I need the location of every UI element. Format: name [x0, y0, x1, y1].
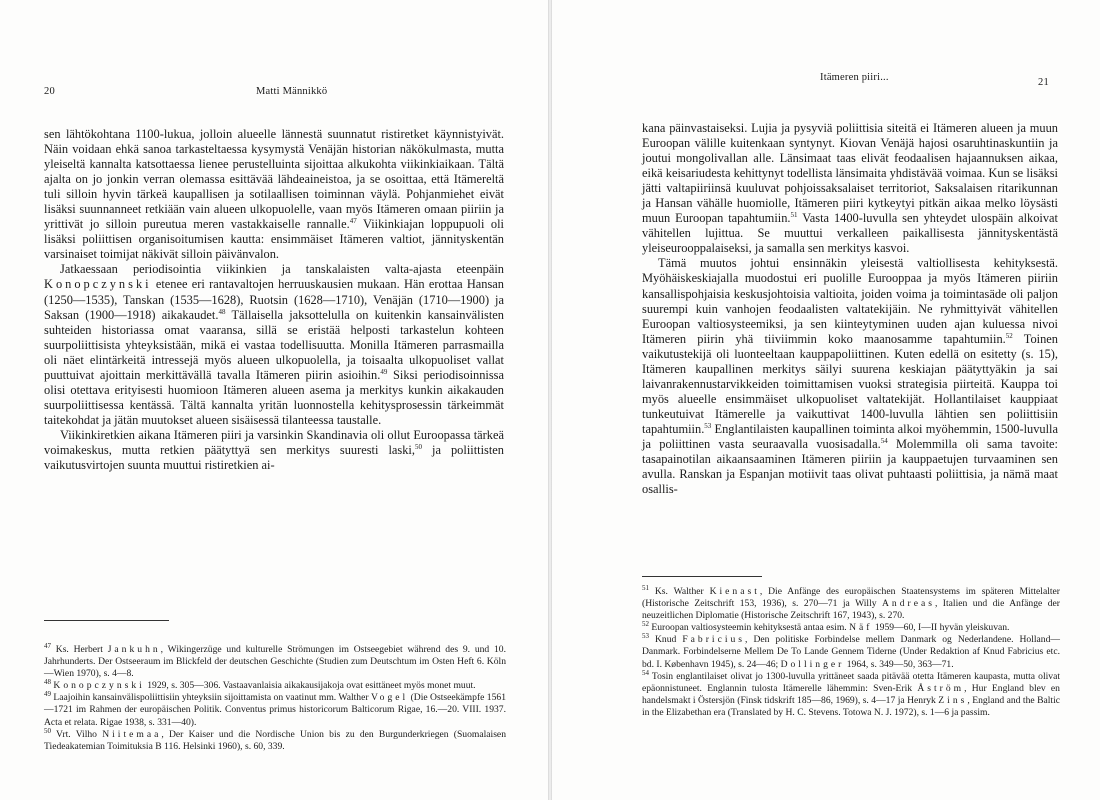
footnotes [44, 641, 506, 753]
page-number: 21 [1038, 77, 1049, 88]
body-text [642, 121, 1058, 497]
footnote: $^{50}$ Vrt. Vilho Niitemaa, Der Kaiser und die Nordische Union bis zu den Burgunderkriegen (Suomalaisen Tiedeakatemian Toimituksia B 116. Helsinki 1960), s. 60, 339. [44, 726, 506, 752]
footnote: $^{47}$ Ks. Herbert Jankuhn, Wikingerzüge und kulturelle Strömungen im Ostseegebiet während des 9. und 10. Jahrhunderts. Der Ostseeraum im Blickfeld der deutschen Geschichte (Studien zum Deutschtum im Osten Heft 6. Köln—Wien 1970), s. 4—8. [44, 641, 506, 680]
footnote: $^{52}$ Euroopan valtiosysteemin kehityksestä antaa esim. Näf 1959—60, I—II hyvän yleiskuvan. [642, 620, 1010, 634]
footnotes [642, 583, 1060, 719]
running-head: Itämeren piiri... [820, 72, 889, 83]
paragraph: Jatkaessaan periodisointia viikinkien ja tanskalaisten valta-ajasta eteenpäin Konopczynski etenee eri rantavaltojen herruuskausien mukaan. Hän erottaa Hansan (1250—1535), Tanskan (1535—1628), Ruotsin (1628—1710), Venäjän (1710—1900) ja Saksan (1900—1918) aikakaudet.$^{48}$ Tällaisella jaksottelulla on kuitenkin kansainvälisten suhteiden historiassa omat vaaransa, sillä se eristää helposti tarkastelun kohteen suurpoliittisista yhteyksistään, mikä ei vastaa todellisuutta. Monilla Itämeren parrasmailla oli näet elintärkeitä intressejä myös alueen ulkopuolella, ja toisaalta ulkopuoliset vallat puuttuivat ajoittain merkittävällä tavalla Itämeren piirin asioihin.$^{49}$ Siksi periodisoinnissa olisi otettava erityisesti huomioon Itämeren alueen asema ja merkitys kunkin aikakauden suurpoliittisessa kentässä. Tältä kannalta yritän luonnostella kehitysprosessin tärkeimmät taitekohdat ja jätän muutokset alueen sisäisessä tilanteessa taustalle. [44, 262, 504, 427]
running-head: Matti Männikkö [256, 86, 328, 97]
footnote: $^{53}$ Knud Fabricius, Den politiske Forbindelse mellem Danmark og Nederlandene. Holland—Danmark. Forbindelserne Mellem De To Lande Gennem Tiderne (Under Redaktion af Knud Fabricius etc. bd. I. København 1945), s. 24—46; Dollinger 1964, s. 349—50, 363—71. [642, 632, 1060, 670]
page-number: 20 [44, 86, 55, 97]
footnote: $^{49}$ Laajoihin kansainvälispoliittisiin yhteyksiin sijoittamista on vaatinut mm. Walther Vogel (Die Ostseekämpfe 1561—1721 im Rahmen der europäischen Politik. Conventus primus historicorum Balticorum Rigae, 16.—20. VIII. 1937. Acta et relata. Rigae 1938, s. 331—40). [44, 690, 506, 728]
paragraph: kana päinvastaiseksi. Lujia ja pysyviä poliittisia siteitä ei Itämeren alueen ja muun Euroopan välille kuitenkaan syntynyt. Kiovan Venäjä hajosi osaruhtinaskuntiin ja joutui mongolivallan alle. Länsimaat taas elivät feodaalisen hajaannuksen aikaa, eikä keisariudesta kehittynyt todellista länsimaita yhdistävää voimaa. Kun se lisäksi jätti valtapiiriinsä kuuluvat pohjoissaksalaiset territoriot, Saksalaisen ritarikunnan ja Hansan vähälle huomiolle, Itämeren piiri kytkeytyi pitkän aikaa melko löysästi muun Euroopan tapahtumiin.$^{51}$ Vasta 1400-luvulla sen yhteydet ulospäin alkoivat vähitellen lujittua. Se muuttui verkalleen paikallisesta jännityskentästä yleiseurooppalaiseksi, ja samalla sen merkitys kasvoi. [642, 121, 1058, 256]
paragraph: Tämä muutos johtui ensinnäkin yleisestä valtiollisesta kehityksestä. Myöhäiskeskiajalla muodostui eri puolille Eurooppaa ja myös Itämeren piiriin kansallispohjaisia keskusjohtoisia valtioita, joiden voima ja toimintasäde oli paljon suurempi kuin vanhojen feodaalisten valtatekijäin. Ne ryhmittyivät vähitellen Euroopan valtiosysteemiksi, ja sen kiinteytyminen uuden ajan kuluessa nivoi Itämeren piirin yhä tiiviimmin koko maanosamme tapahtumiin.$^{52}$ Toinen vaikutustekijä oli luonteeltaan kauppapoliittinen. Kuten edellä on esitetty (s. 15), Itämeren kaupallinen merkitys säilyi suurena keskiajan päätyttyäkin ja sai laivanrakennustarvikkeiden toimittamisen vuoksi strategisia piirteitä. Kauppa toi myös alueelle ensimmäiset ulkopuoliset valtatekijät. Hollantilaiset kauppiaat tunkeutuivat Itämerelle ja vaikuttivat 1400-luvulla lähtien sen poliittisiin tapahtumiin.$^{53}$ Englantilaisten kaupallinen toiminta alkoi myöhemmin, 1500-luvulla ja poliittinen vasta seuraavalla vuosisadalla.$^{54}$ Molemmilla oli sama tavoite: tasapainotilan aikaansaaminen Itämeren piiriin ja kauppaetujen turvaaminen sen avulla. Ranskan ja Espanjan motiivit taas olivat puhtaasti poliittisia, ja nämä maat osallis- [642, 256, 1058, 497]
paragraph: Viikinkiretkien aikana Itämeren piiri ja varsinkin Skandinavia oli ollut Euroopassa tärkeä voimakeskus, mutta retkien päätyttyä sen merkitys suuresti laski,$^{50}$ ja poliittisten vaikutusvirtojen suunta muuttui ristiretkien ai- [44, 427, 504, 473]
footnote-rule [44, 620, 169, 621]
footnote: $^{51}$ Ks. Walther Kienast, Die Anfänge des europäischen Staatensystems im späteren Mittelalter (Historische Zeitschrift 153, 1936), s. 270—71 ja Willy Andreas, Italien und die Anfänge der neuzeitlichen Diplomatie (Historische Zeitschrift 167, 1943), s. 270. [642, 583, 1060, 622]
right-page [552, 0, 1100, 800]
paragraph: sen lähtökohtana 1100-lukua, jolloin alueelle lännestä suunnatut ristiretket käynnistyivät. Näin voidaan ehkä sanoa tarkasteltaessa kysymystä Venäjän historian näkökulmasta, mutta yleiseltä kannalta katsottaessa lienee perustelluinta sijoittaa alkukohta viikinkiaikaan. Tältä ajalta on jo jonkin verran olemassa esittävää lähdeaineistoa, ja se osoittaa, että Itämereltä tuli silloin hyvin tärkeä kaupallisen ja sotilaallisen toiminnan väylä. Pohjanmiehet eivät lisäksi suunnanneet retkiään vain alueen ulkopuolelle, vaan myös Itämeren omaan piiriin ja yrittivät jo silloin pureutua meren vastakkaiselle rannalle.$^{47}$ Viikinkiajan loppupuoli oli lisäksi poliittisen organisoitumisen kautta: ensimmäiset Itämeren valtiot, jännityskentän varsinaiset toimijat näkivät silloin päivänvalon. [44, 127, 504, 262]
left-page [0, 0, 548, 800]
body-text [44, 127, 504, 473]
footnote: $^{54}$ Tosin englantilaiset olivat jo 1300-luvulla yrittäneet saada pitävää otetta Itämeren kaupasta, mutta olivat epäonnistuneet. Englannin tulosta Itämerelle lähemmin: Sven-Erik Åström, Hur England blev en handelsmakt i Östersjön (Finsk tidskrift 185—86, 1969), s. 4—17 ja Henryk Zins, England and the Baltic in the Elizabethan era (Translated by H. C. Stevens. Totowa N. J. 1972), s. 1—6 ja passim. [642, 668, 1060, 718]
footnote: $^{48}$ Konopczynski 1929, s. 305—306. Vastaavanlaisia aikakausijakoja ovat esittäneet myös monet muut. [44, 678, 476, 692]
footnote-rule [642, 576, 762, 577]
